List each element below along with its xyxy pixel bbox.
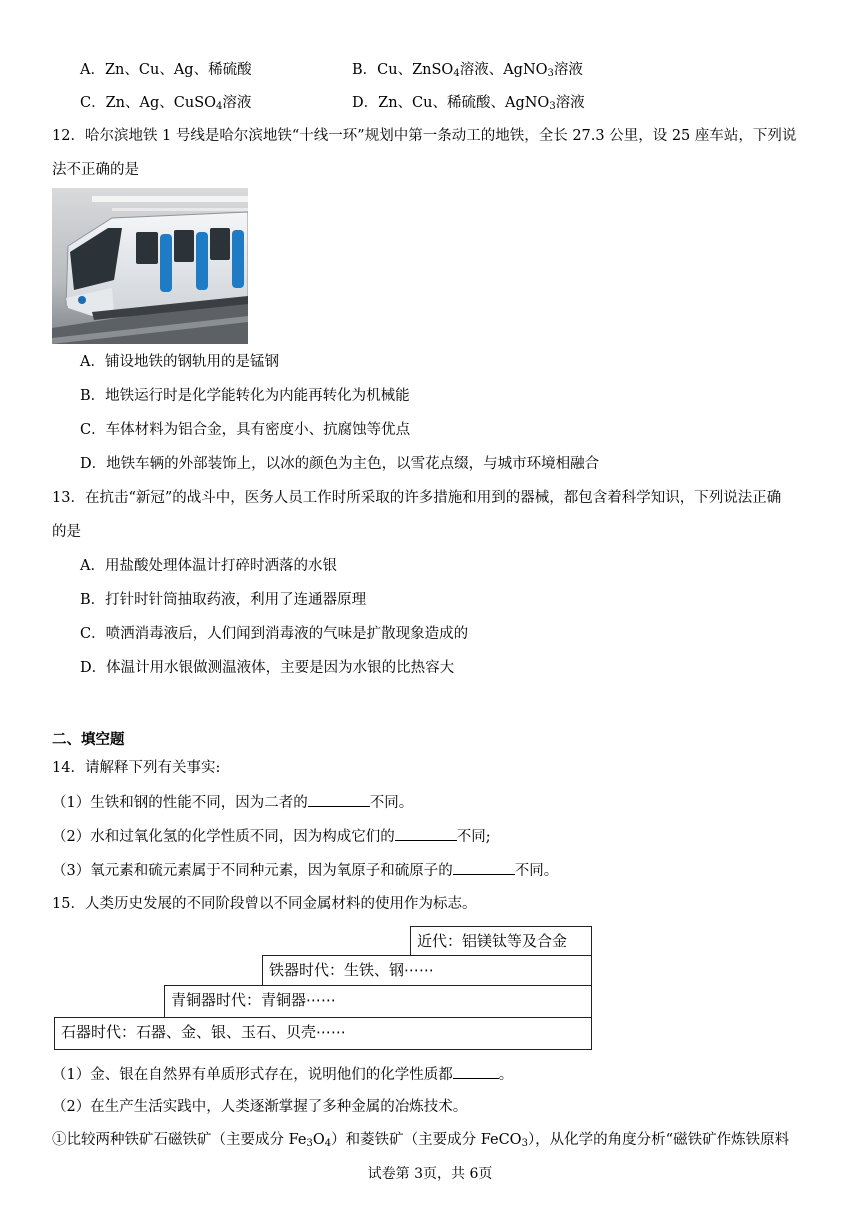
answer-blank[interactable] [308, 792, 370, 807]
q13-option-d: D．体温计用水银做测温液体，主要是因为水银的比热容大 [80, 660, 455, 676]
subway-train-photo [52, 188, 248, 344]
q15-part1: （1）金、银在自然界有单质形式存在，说明他们的化学性质都 。 [52, 1064, 513, 1085]
answer-blank[interactable] [395, 826, 457, 841]
q12-option-d: D．地铁车辆的外部装饰上，以冰的颜色为主色，以雪花点缀，与城市环境相融合 [80, 456, 600, 472]
answer-blank[interactable] [453, 860, 515, 875]
q13-option-a: A．用盐酸处理体温计打碎时洒落的水银 [80, 558, 337, 574]
q15-stem: 15．人类历史发展的不同阶段曾以不同金属材料的使用作为标志。 [52, 896, 477, 912]
q13-stem-line1: 13．在抗击“新冠”的战斗中，医务人员工作时所采取的许多措施和用到的器械，都包含着科学知识，下列说法正确 [52, 490, 782, 506]
q11-option-a: A．Zn、Cu、Ag、稀硫酸 [80, 62, 252, 78]
q12-option-a: A．铺设地铁的钢轨用的是锰钢 [80, 354, 279, 370]
q12-option-c: C．车体材料为铝合金，具有密度小、抗腐蚀等优点 [80, 422, 411, 438]
q13-option-b: B．打针时针筒抽取药液，利用了连通器原理 [80, 592, 367, 608]
stage-bronze-age: 青铜器时代：青铜器⋯⋯ [164, 985, 592, 1018]
q14-part1: （1）生铁和钢的性能不同，因为二者的 不同。 [52, 792, 413, 813]
q11-option-d: D．Zn、Cu、稀硫酸、AgNO$_3$溶液 [352, 95, 585, 112]
answer-blank[interactable] [453, 1064, 499, 1079]
q11-option-b: B．Cu、ZnSO$_4$溶液、AgNO$_3$溶液 [352, 62, 583, 79]
q14-stem: 14．请解释下列有关事实: [52, 760, 221, 776]
page-footer: 试卷第 3页，共 6页 [367, 1166, 493, 1182]
q12-stem-line1: 12．哈尔滨地铁 1 号线是哈尔滨地铁“十线一环”规划中第一条动工的地铁，全长 27.3 公里，设 25 座车站，下列说 [52, 128, 797, 144]
stage-stone-age: 石器时代：石器、金、银、玉石、贝壳⋯⋯ [54, 1017, 592, 1050]
stage-modern: 近代：铝镁钛等及合金 [410, 926, 592, 956]
q13-option-c: C．喷洒消毒液后，人们闻到消毒液的气味是扩散现象造成的 [80, 626, 469, 642]
stage-iron-age: 铁器时代：生铁、钢⋯⋯ [262, 955, 592, 986]
q15-part2: （2）在生产生活实践中，人类逐渐掌握了多种金属的冶炼技术。 [52, 1099, 468, 1115]
q15-part2-sub1: ①比较两种铁矿石磁铁矿（主要成分 $Fe_3O_4$）和菱铁矿（主要成分 FeCO$_3$），从化学的角度分析“磁铁矿作炼铁原料 [52, 1132, 790, 1149]
q14-part2: （2）水和过氧化氢的化学性质不同，因为构成它们的 不同; [52, 826, 491, 847]
q13-stem-line2: 的是 [52, 524, 81, 540]
q12-stem-line2: 法不正确的是 [52, 162, 139, 178]
q12-option-b: B．地铁运行时是化学能转化为内能再转化为机械能 [80, 388, 410, 404]
q11-option-c: C．Zn、Ag、CuSO$_4$溶液 [80, 95, 252, 112]
section-heading: 二、填空题 [52, 732, 125, 748]
q14-part3: （3）氧元素和硫元素属于不同种元素，因为氧原子和硫原子的 不同。 [52, 860, 558, 881]
